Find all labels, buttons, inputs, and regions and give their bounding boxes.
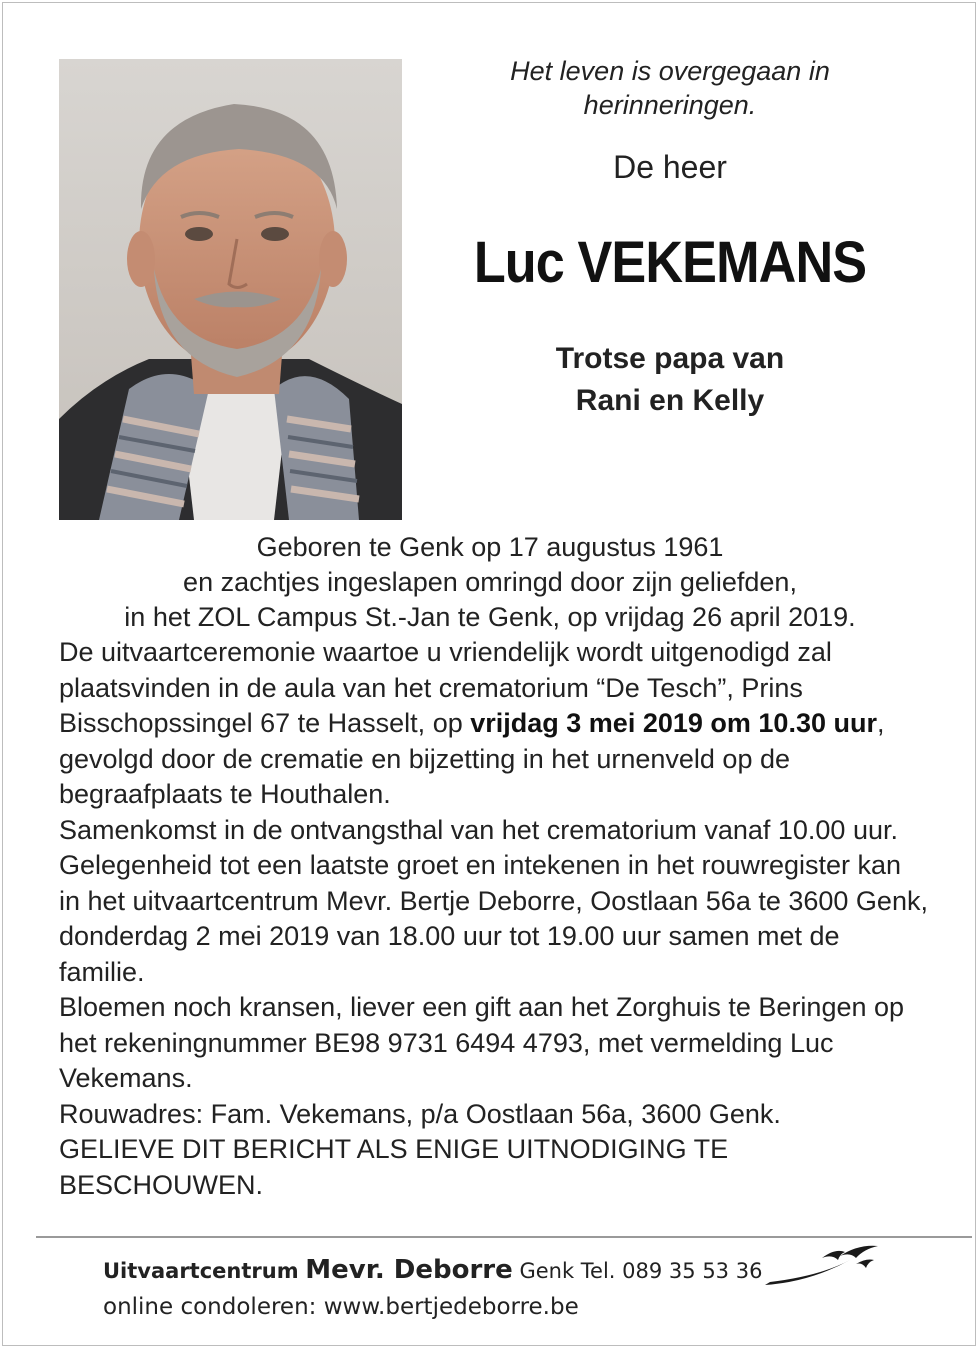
name-prefix: De heer [613, 149, 727, 185]
farewell-paragraph: Gelegenheid tot een laatste groet en intekenen in het rouwregister kan in het uitvaartcentrum Mevr. Bertje Deborre, Oostlaan 56a te 3600 Genk, donderdag 2 mei 2019 van 18.00 uur tot 19.00 uur samen met de familie. [59, 850, 928, 987]
company-prefix: Uitvaartcentrum [103, 1259, 299, 1283]
ceremony-rest: , gevolgd door de crematie en bijzetting in het urnenveld op de begraafplaats te Houthalen. [59, 708, 885, 809]
online-condolence: online condoleren: www.bertjedeborre.be [103, 1294, 579, 1320]
motto [430, 54, 910, 122]
ceremony-paragraph [59, 635, 929, 813]
footer [103, 1250, 762, 1323]
family-line-2: Rani en Kelly [575, 384, 765, 417]
notice-body [59, 635, 929, 1203]
flowers-paragraph: Bloemen noch kransen, liever een gift aan het Zorghuis te Beringen op het rekeningnummer BE98 9731 6494 4793, met vermelding Luc Vekemans. [59, 992, 905, 1093]
invitation-paragraph: GELIEVE DIT BERICHT ALS ENIGE UITNODIGING TE BESCHOUWEN. [59, 1134, 729, 1200]
birth-info [40, 530, 940, 635]
birds-logo-icon [760, 1240, 890, 1290]
gathering-paragraph: Samenkomst in de ontvangsthal van het crematorium vanaf 10.00 uur. [59, 814, 898, 845]
deceased-name: Luc VEKEMANS [473, 230, 867, 295]
address-paragraph: Rouwadres: Fam. Vekemans, p/a Oostlaan 56a, 3600 Genk. [59, 1098, 781, 1129]
birth-line-2: en zachtjes ingeslapen omringd door zijn geliefden, [183, 567, 797, 597]
company-name: Mevr. Deborre [305, 1255, 513, 1285]
birth-line-3: in het ZOL Campus St.-Jan te Genk, op vrijdag 26 april 2019. [124, 602, 856, 632]
company-phone: Tel. 089 35 53 36 [580, 1259, 763, 1283]
ceremony-text: De uitvaartceremonie waartoe u vriendelijk wordt uitgenodigd zal plaatsvinden in de aula van het crematorium “De Tesch”, Prins Bisschopssingel 67 te Hasselt, op [59, 637, 832, 738]
footer-company-line [103, 1250, 762, 1291]
family-note [430, 338, 910, 422]
motto-line-1: Het leven is overgegaan in [510, 56, 830, 86]
portrait-illustration [59, 59, 402, 520]
footer-divider [36, 1236, 972, 1238]
company-city: Genk [519, 1259, 575, 1283]
ceremony-time: om 10.30 uur [710, 708, 877, 738]
family-line-1: Trotse papa van [555, 342, 785, 375]
portrait-photo [59, 59, 402, 520]
ceremony-date: vrijdag 3 mei 2019 [470, 708, 703, 738]
motto-line-2: herinneringen. [583, 90, 757, 120]
birth-line-1: Geboren te Genk op 17 augustus 1961 [256, 532, 724, 562]
